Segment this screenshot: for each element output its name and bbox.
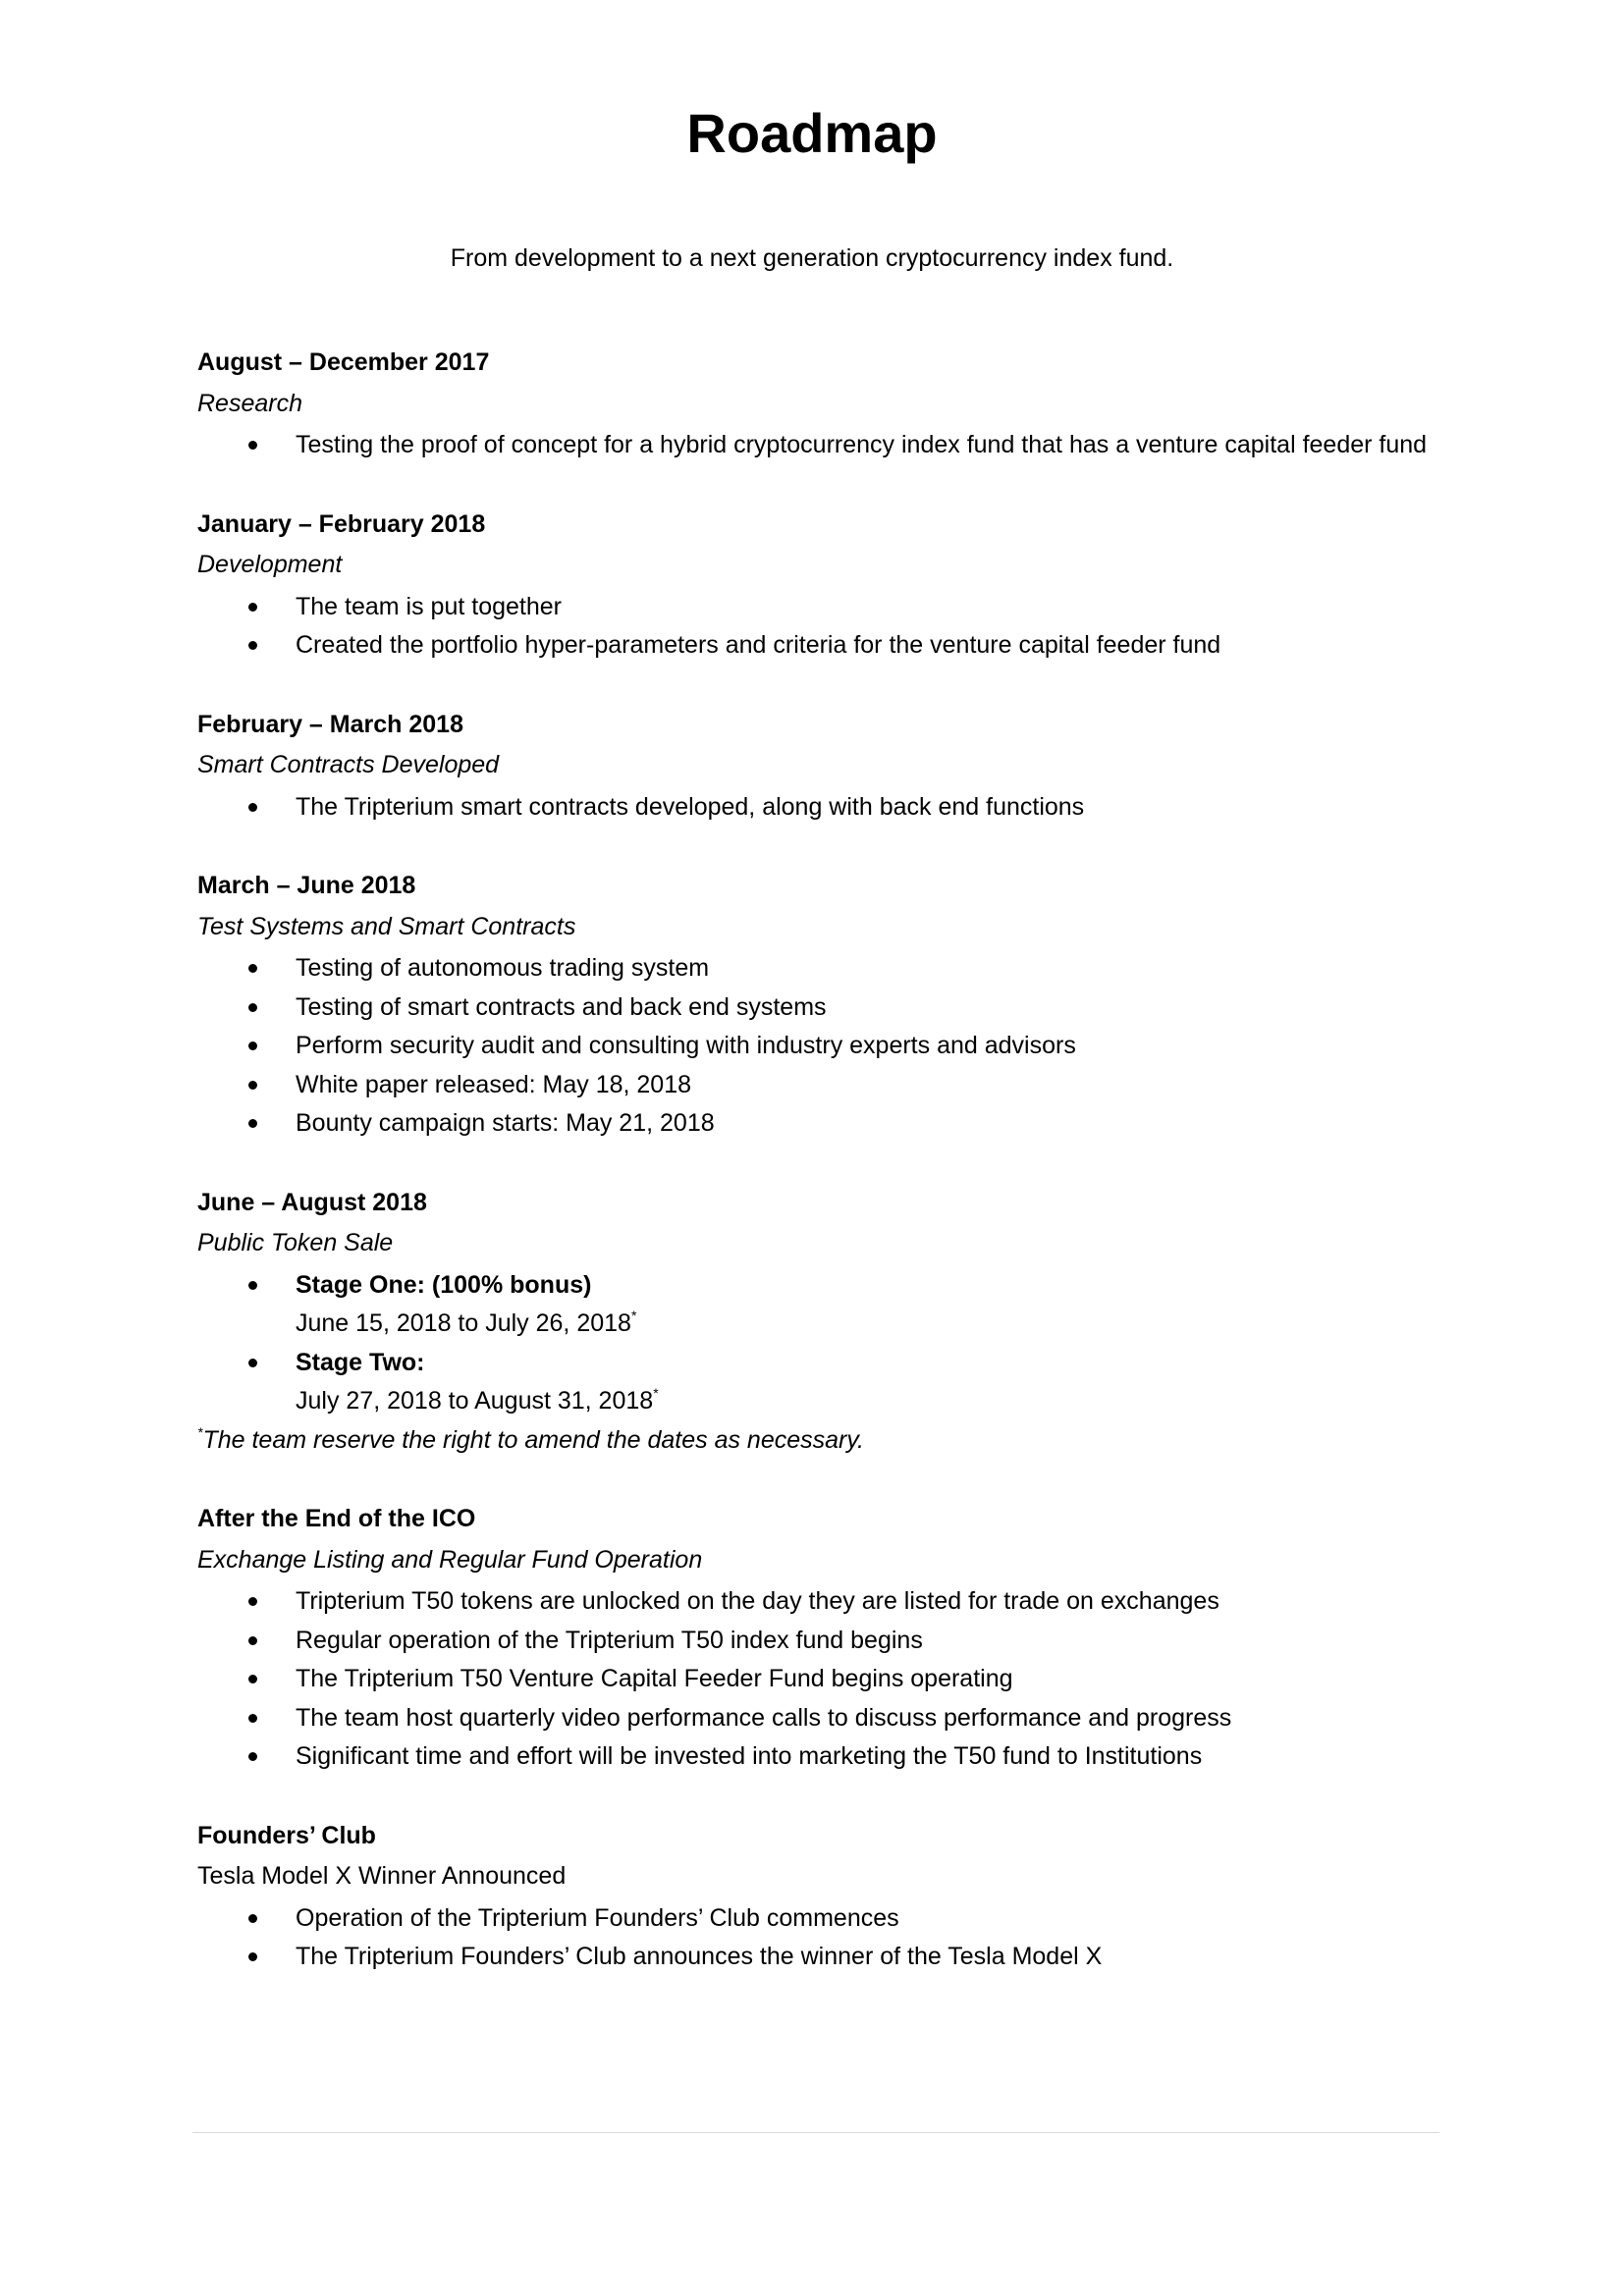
list-item bbox=[197, 1622, 1439, 1661]
roadmap-section-after-ico bbox=[197, 1500, 1439, 1777]
list-item bbox=[197, 626, 1439, 666]
bullet-list bbox=[197, 788, 1439, 828]
stage-label: Stage One: (100% bonus) bbox=[296, 1270, 592, 1299]
stage-dates bbox=[296, 1305, 1439, 1344]
footnote-mark: * bbox=[653, 1385, 659, 1401]
roadmap-section-jan-feb-2018 bbox=[197, 506, 1439, 666]
stage-dates bbox=[296, 1382, 1439, 1421]
list-item-text: Testing of smart contracts and back end systems bbox=[296, 992, 827, 1021]
list-item bbox=[197, 988, 1439, 1028]
section-subheading: Test Systems and Smart Contracts bbox=[197, 912, 576, 940]
list-item-text: Bounty campaign starts: May 21, 2018 bbox=[296, 1109, 715, 1137]
stage-dates-text: July 27, 2018 to August 31, 2018 bbox=[296, 1387, 654, 1415]
list-item-stage-one bbox=[197, 1266, 1439, 1344]
list-item bbox=[197, 1582, 1439, 1622]
section-subheading: Research bbox=[197, 389, 302, 417]
bullet-list bbox=[197, 588, 1439, 666]
roadmap-section-feb-mar-2018 bbox=[197, 706, 1439, 828]
roadmap-section-founders-club bbox=[197, 1817, 1439, 1977]
list-item-stage-two bbox=[197, 1344, 1439, 1421]
bullet-icon bbox=[248, 1752, 257, 1761]
list-item-text: The team is put together bbox=[296, 592, 562, 620]
bullet-icon bbox=[248, 1714, 257, 1723]
list-item-text: Operation of the Tripterium Founders’ Club commences bbox=[296, 1903, 899, 1932]
list-item-text: Significant time and effort will be invested into marketing the T50 fund to Institutions bbox=[296, 1742, 1203, 1770]
bullet-icon bbox=[248, 1081, 257, 1090]
list-item-text: Tripterium T50 tokens are unlocked on the day they are listed for trade on exchanges bbox=[296, 1587, 1219, 1615]
list-item-text: Perform security audit and consulting with industry experts and advisors bbox=[296, 1032, 1076, 1059]
list-item bbox=[197, 426, 1439, 465]
bullet-icon bbox=[248, 964, 257, 973]
bullet-icon bbox=[248, 1359, 257, 1367]
list-item-text: White paper released: May 18, 2018 bbox=[296, 1070, 692, 1098]
list-item bbox=[197, 1066, 1439, 1105]
stage-dates-text: June 15, 2018 to July 26, 2018 bbox=[296, 1309, 631, 1337]
list-item bbox=[197, 1938, 1439, 1977]
list-item-text: Testing of autonomous trading system bbox=[296, 954, 710, 982]
footnote-text: The team reserve the right to amend the dates as necessary. bbox=[202, 1425, 864, 1454]
section-heading: March – June 2018 bbox=[197, 872, 416, 899]
list-item-text: The Tripterium Founders’ Club announces the winner of the Tesla Model X bbox=[296, 1943, 1103, 1970]
roadmap-content bbox=[197, 344, 1439, 2017]
list-item bbox=[197, 1737, 1439, 1777]
section-subheading: Tesla Model X Winner Announced bbox=[197, 1862, 567, 1890]
bullet-icon bbox=[248, 1281, 257, 1290]
footnote bbox=[197, 1421, 1439, 1461]
list-item bbox=[197, 1027, 1439, 1066]
list-item bbox=[197, 788, 1439, 828]
bullet-icon bbox=[248, 1675, 257, 1683]
bullet-icon bbox=[248, 803, 257, 812]
list-item-text: Testing the proof of concept for a hybrid cryptocurrency index fund that has a venture capital feeder fund bbox=[296, 431, 1428, 458]
bullet-icon bbox=[248, 1636, 257, 1645]
stage-label: Stage Two: bbox=[296, 1348, 425, 1376]
list-item-text: Created the portfolio hyper-parameters and criteria for the venture capital feeder fund bbox=[296, 631, 1221, 659]
section-heading: February – March 2018 bbox=[197, 710, 463, 738]
bullet-icon bbox=[248, 1041, 257, 1050]
page-subtitle: From development to a next generation cryptocurrency index fund. bbox=[450, 244, 1174, 272]
section-heading: After the End of the ICO bbox=[197, 1505, 476, 1532]
bullet-icon bbox=[248, 1914, 257, 1923]
bullet-list bbox=[197, 426, 1439, 465]
section-heading: June – August 2018 bbox=[197, 1188, 427, 1216]
bullet-list bbox=[197, 1266, 1439, 1421]
section-subheading: Public Token Sale bbox=[197, 1229, 394, 1256]
list-item-text: Regular operation of the Tripterium T50 index fund begins bbox=[296, 1626, 923, 1654]
section-subheading: Exchange Listing and Regular Fund Operation bbox=[197, 1545, 703, 1574]
list-item-text: The Tripterium smart contracts developed, along with back end functions bbox=[296, 792, 1085, 821]
bullet-list bbox=[197, 1899, 1439, 1977]
section-heading: August – December 2017 bbox=[197, 348, 490, 376]
list-item bbox=[197, 1899, 1439, 1939]
bullet-icon bbox=[248, 1003, 257, 1012]
roadmap-section-jun-aug-2018 bbox=[197, 1184, 1439, 1461]
list-item bbox=[197, 1104, 1439, 1144]
section-subheading: Development bbox=[197, 551, 343, 578]
bullet-icon bbox=[248, 1597, 257, 1606]
list-item bbox=[197, 1660, 1439, 1699]
footnote-mark: * bbox=[197, 1423, 203, 1440]
bullet-icon bbox=[248, 603, 257, 612]
list-item-text: The team host quarterly video performance calls to discuss performance and progress bbox=[296, 1703, 1232, 1732]
roadmap-section-mar-jun-2018 bbox=[197, 867, 1439, 1144]
bullet-icon bbox=[248, 641, 257, 650]
page-title: Roadmap bbox=[686, 102, 938, 164]
bullet-icon bbox=[248, 1119, 257, 1128]
section-subheading: Smart Contracts Developed bbox=[197, 751, 500, 778]
bullet-list bbox=[197, 949, 1439, 1144]
footer-divider bbox=[192, 2132, 1439, 2133]
list-item-text: The Tripterium T50 Venture Capital Feeder Fund begins operating bbox=[296, 1665, 1013, 1692]
bullet-icon bbox=[248, 1952, 257, 1961]
section-heading: January – February 2018 bbox=[197, 509, 486, 538]
list-item bbox=[197, 949, 1439, 988]
footnote-mark: * bbox=[630, 1308, 637, 1323]
list-item bbox=[197, 588, 1439, 627]
section-heading: Founders’ Club bbox=[197, 1821, 376, 1849]
bullet-icon bbox=[248, 441, 257, 450]
bullet-list bbox=[197, 1582, 1439, 1777]
list-item bbox=[197, 1699, 1439, 1738]
roadmap-section-aug-dec-2017 bbox=[197, 344, 1439, 465]
